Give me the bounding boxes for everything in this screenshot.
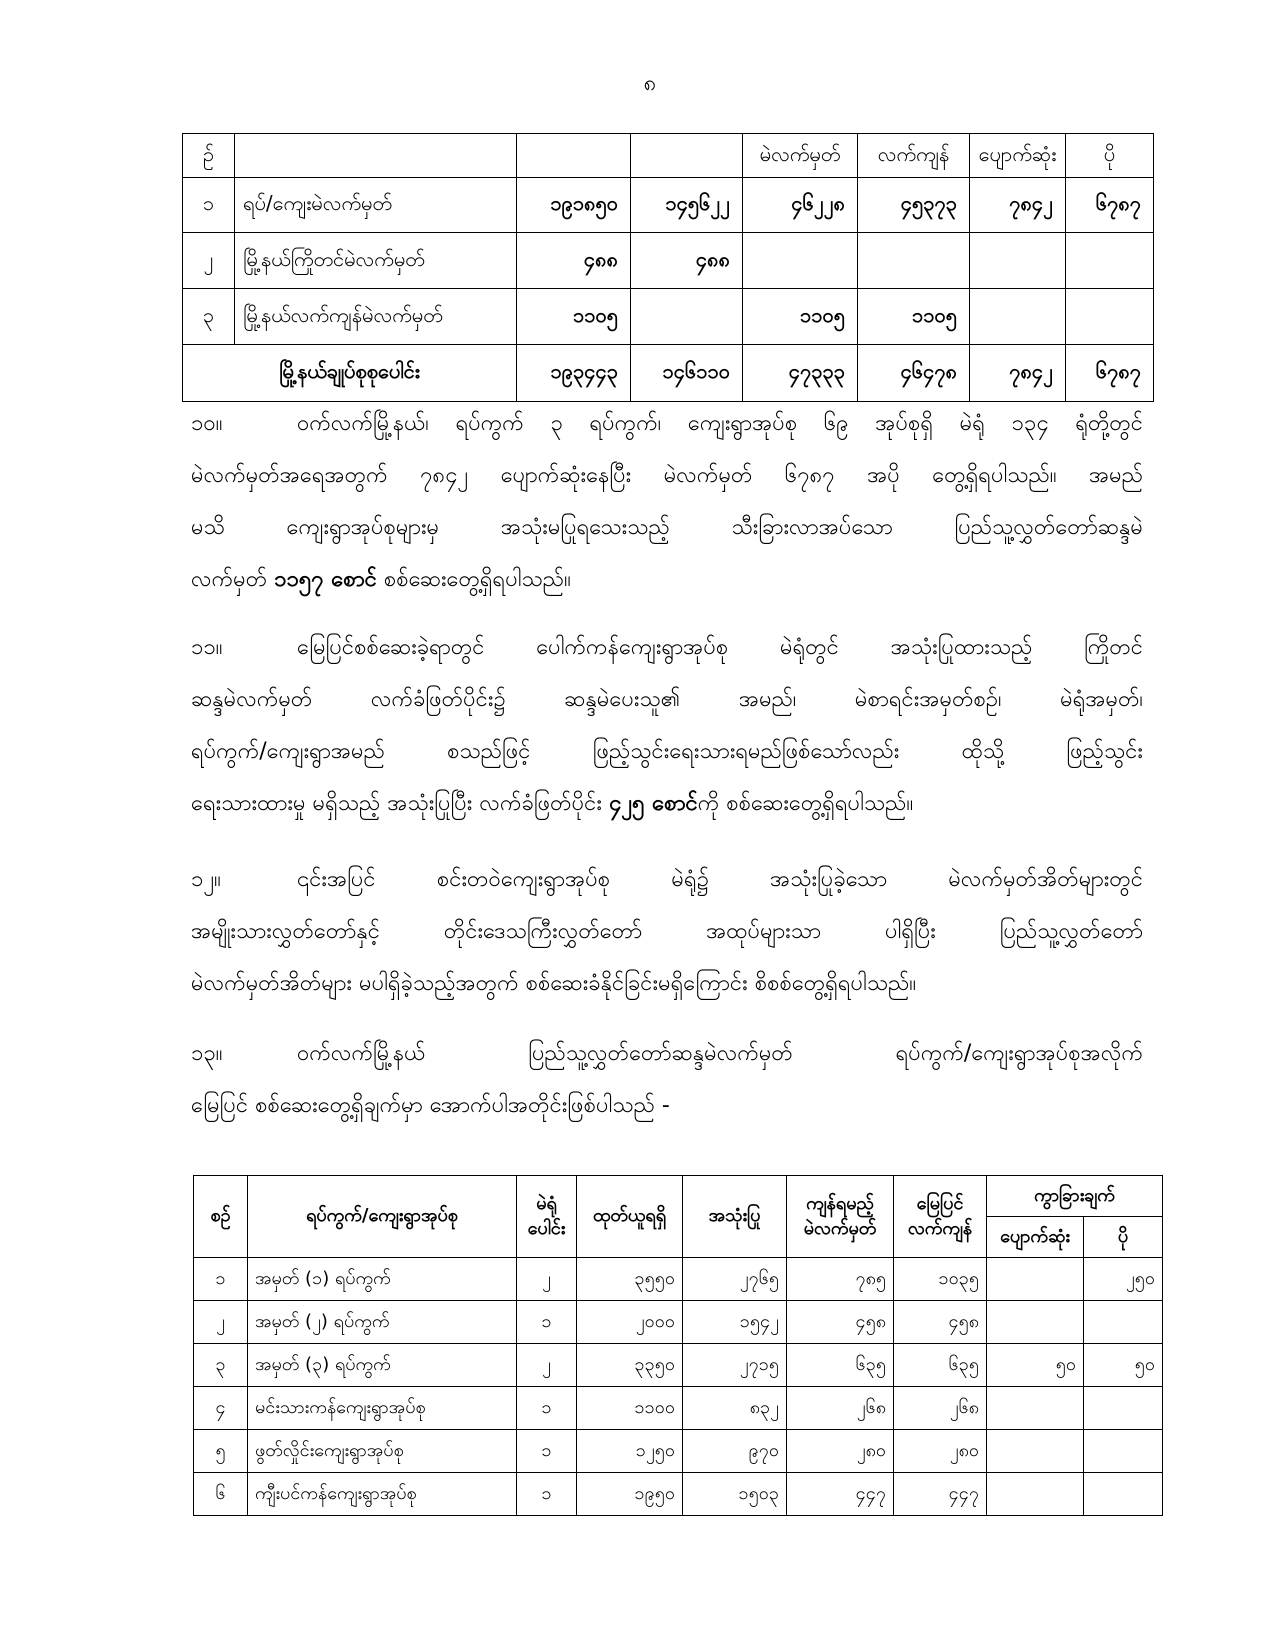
table2-ground-remaining-cell: ၁၀၃၅ <box>894 1258 987 1301</box>
bold-count: ၁၁၅၇ စောင် <box>274 567 377 592</box>
table1-row <box>183 178 1154 233</box>
paragraph-line-text: ကို စစ်ဆေးတွေ့ရှိရပါသည်။ <box>697 791 914 816</box>
table2-extra-cell <box>1084 1473 1163 1516</box>
table2-received-cell: ၂၀၀၀ <box>577 1301 683 1344</box>
table1-serial-cell: ၃ <box>183 289 235 345</box>
table1-ballots-remaining-cell <box>743 233 858 289</box>
paragraph-number: ၁၂။ <box>191 867 221 892</box>
table2-ward-village-tract-cell: အမှတ် (၃) ရပ်ကွက် <box>248 1344 517 1387</box>
header-received: ထုတ်ယူရရှိ <box>577 1176 683 1258</box>
table1-header-serial: ဉ် <box>183 134 235 178</box>
table1-header-extra: ပို <box>1066 134 1154 178</box>
paragraph-line <box>191 854 1143 906</box>
paragraph-11 <box>191 622 1143 830</box>
paragraph-line-text: ၎င်းအပြင် စင်းတဝဲကျေးရွာအုပ်စု မဲရုံ၌ အသုံးပြုခဲ့သော မဲလက်မှတ်အိတ်များတွင် <box>297 867 1143 892</box>
table2-serial-cell: ၂ <box>194 1301 248 1344</box>
table1-used-cell <box>631 289 743 345</box>
header-polling-stations: မဲရုံ ပေါင်း <box>517 1176 577 1258</box>
table2-ward-village-tract-cell: ဖွတ်လှိုင်းကျေးရွာအုပ်စု <box>248 1430 517 1473</box>
table1-total-used: ၁၄၆၁၁၀ <box>631 345 743 402</box>
header-serial: စဉ် <box>194 1176 248 1258</box>
table2-should-remain-cell: ၇၈၅ <box>787 1258 894 1301</box>
table2-should-remain-cell: ၂၈၀ <box>787 1430 894 1473</box>
table1-header-used <box>631 134 743 178</box>
table1-serial-cell: ၁ <box>183 178 235 233</box>
bold-count: ၄၂၅ စောင် <box>608 791 698 816</box>
table1-lost-cell <box>970 233 1066 289</box>
table1-ballot-type-cell: ရပ်/ကျေးမဲလက်မှတ် <box>235 178 517 233</box>
paragraph-line <box>191 398 1143 450</box>
table2-extra-cell <box>1084 1301 1163 1344</box>
table1-extra-cell <box>1066 233 1154 289</box>
table2-ground-remaining-cell: ၂၈၀ <box>894 1430 987 1473</box>
table2-should-remain-cell: ၂၆၈ <box>787 1387 894 1430</box>
header-extra: ပို <box>1084 1217 1163 1258</box>
table2-lost-cell <box>987 1473 1084 1516</box>
header-ward-village-tract: ရပ်ကွက်/ကျေးရွာအုပ်စု <box>248 1176 517 1258</box>
table1-ballots-remaining-cell: ၁၁၀၅ <box>743 289 858 345</box>
table2-should-remain-cell: ၄၅၈ <box>787 1301 894 1344</box>
table1-total-extra: ၆၇၈၇ <box>1066 345 1154 402</box>
paragraph-line <box>191 622 1143 674</box>
table1-used-cell: ၁၄၅၆၂၂ <box>631 178 743 233</box>
paragraph-line-text: ရေးသားထားမှု မရှိသည့် အသုံးပြုပြီး လက်ခံဖြတ်ပိုင်း <box>191 791 609 816</box>
paragraph-line-text: ဝက်လက်မြို့နယ် ပြည်သူ့လွှတ်တော်ဆန္ဒမဲလက်မှတ် ရပ်ကွက်/ကျေးရွာအုပ်စုအလိုက် <box>297 1041 1143 1066</box>
table1-used-cell: ၄၈၈ <box>631 233 743 289</box>
table2-lost-cell <box>987 1430 1084 1473</box>
header-lost: ပျောက်ဆုံး <box>987 1217 1084 1258</box>
header-used: အသုံးပြု <box>683 1176 787 1258</box>
table1-total-row <box>183 345 1154 402</box>
table2-lost-cell <box>987 1387 1084 1430</box>
header-difference: ကွာခြားချက် <box>987 1176 1163 1217</box>
table1-lost-cell <box>970 289 1066 345</box>
table2-polling-stations-cell: ၁ <box>517 1473 577 1516</box>
paragraph-line: ဆန္ဒမဲလက်မှတ် လက်ခံဖြတ်ပိုင်း၌ ဆန္ဒမဲပေးသူ၏ အမည်၊ မဲစာရင်းအမှတ်စဉ်၊ မဲရုံအမှတ်၊ <box>191 687 1143 712</box>
table1-extra-cell <box>1066 289 1154 345</box>
table2-serial-cell: ၅ <box>194 1430 248 1473</box>
table2-polling-stations-cell: ၂ <box>517 1344 577 1387</box>
table2-extra-cell <box>1084 1430 1163 1473</box>
table2-row <box>194 1344 1163 1387</box>
ward-village-tract-table <box>193 1175 1163 1516</box>
township-ballot-summary-table <box>182 133 1154 402</box>
table2-received-cell: ၃၃၅၀ <box>577 1344 683 1387</box>
table2-serial-cell: ၁ <box>194 1258 248 1301</box>
table2-serial-cell: ၃ <box>194 1344 248 1387</box>
table2-used-cell: ၁၅၄၂ <box>683 1301 787 1344</box>
table2-serial-cell: ၆ <box>194 1473 248 1516</box>
paragraph-line: ရပ်ကွက်/ကျေးရွာအမည် စသည်ဖြင့် ဖြည့်သွင်းရေးသားရမည်ဖြစ်သော်လည်း ထိုသို့ ဖြည့်သွင်း <box>191 739 1143 764</box>
table2-ground-remaining-cell: ၂၆၈ <box>894 1387 987 1430</box>
table2-row <box>194 1430 1163 1473</box>
table1-printed-cell: ၁၁၀၅ <box>517 289 631 345</box>
table1-header-actual-remaining: လက်ကျန် <box>858 134 970 178</box>
table1-total-printed: ၁၉၃၄၄၃ <box>517 345 631 402</box>
paragraph-line: မြေပြင် စစ်ဆေးတွေ့ရှိချက်မှာ အောက်ပါအတိုင်းဖြစ်ပါသည် - <box>191 1093 670 1118</box>
table2-ward-village-tract-cell: မင်းသားကန်ကျေးရွာအုပ်စု <box>248 1387 517 1430</box>
paragraph-line: မဲလက်မှတ်အရေအတွက် ၇၈၄၂ ပျောက်ဆုံးနေပြီး မဲလက်မှတ် ၆၇၈၇ အပို တွေ့ရှိရပါသည်။ အမည် <box>191 463 1143 488</box>
header-should-remain: ကျန်ရမည့် မဲလက်မှတ် <box>787 1176 894 1258</box>
table2-row <box>194 1301 1163 1344</box>
table1-total-lost: ၇၈၄၂ <box>970 345 1066 402</box>
page-number: ၈ <box>643 71 657 96</box>
table1-ballot-type-cell: မြို့နယ်လက်ကျန်မဲလက်မှတ် <box>235 289 517 345</box>
table1-total-label: မြို့နယ်ချုပ်စုစုပေါင်း <box>183 345 517 402</box>
paragraph-10 <box>191 398 1143 606</box>
table2-ground-remaining-cell: ၆၃၅ <box>894 1344 987 1387</box>
paragraph-number: ၁၀။ <box>191 411 223 436</box>
table2-used-cell: ၂၇၆၅ <box>683 1258 787 1301</box>
table1-extra-cell: ၆၇၈၇ <box>1066 178 1154 233</box>
table2-ground-remaining-cell: ၄၅၈ <box>894 1301 987 1344</box>
table2-received-cell: ၁၁၀၀ <box>577 1387 683 1430</box>
table2-row <box>194 1258 1163 1301</box>
table2-polling-stations-cell: ၁ <box>517 1301 577 1344</box>
paragraph-line-text: မြေပြင်စစ်ဆေးခဲ့ရာတွင် ပေါက်ကန်ကျေးရွာအုပ်စု မဲရုံတွင် အသုံးပြုထားသည့် ကြိုတင် <box>297 635 1143 660</box>
table2-serial-cell: ၄ <box>194 1387 248 1430</box>
paragraph-line: အမျိုးသားလွှတ်တော်နှင့် တိုင်းဒေသကြီးလွှတ်တော် အထုပ်များသာ ပါရှိပြီး ပြည်သူ့လွှတ်တော် <box>191 919 1143 944</box>
paragraph-line <box>191 1028 1143 1080</box>
table1-body <box>183 134 1154 402</box>
paragraph-line-text: ဝက်လက်မြို့နယ်၊ ရပ်ကွက် ၃ ရပ်ကွက်၊ ကျေးရွာအုပ်စု ၆၉ အုပ်စုရှိ မဲရုံ ၁၃၄ ရုံတို့တွင် <box>297 411 1143 436</box>
table1-header-printed <box>517 134 631 178</box>
table1-actual-remaining-cell: ၄၅၃၇၃ <box>858 178 970 233</box>
table1-row <box>183 289 1154 345</box>
table2-row <box>194 1473 1163 1516</box>
table2-received-cell: ၃၅၅၀ <box>577 1258 683 1301</box>
table2-used-cell: ၁၅၀၃ <box>683 1473 787 1516</box>
table2-extra-cell: ၂၅၀ <box>1084 1258 1163 1301</box>
table2-should-remain-cell: ၄၄၇ <box>787 1473 894 1516</box>
paragraph-12 <box>191 854 1143 1010</box>
table1-printed-cell: ၁၉၁၈၅၀ <box>517 178 631 233</box>
paragraph-line: မဲလက်မှတ်အိတ်များ မပါရှိခဲ့သည့်အတွက် စစ်ဆေးခံနိုင်ခြင်းမရှိကြောင်း စိစစ်တွေ့ရှိရပါသည်။ <box>191 971 917 996</box>
paragraph-line: မသိ ကျေးရွာအုပ်စုများမှ အသုံးမပြုရသေးသည့် သီးခြားလာအပ်သော ပြည်သူ့လွှတ်တော်ဆန္ဒမဲ <box>191 515 1143 540</box>
table2-extra-cell: ၅၀ <box>1084 1344 1163 1387</box>
table2-extra-cell <box>1084 1387 1163 1430</box>
paragraph-number: ၁၃။ <box>191 1041 223 1066</box>
table2-used-cell: ၂၇၁၅ <box>683 1344 787 1387</box>
table2-used-cell: ၉၇၀ <box>683 1430 787 1473</box>
table2-polling-stations-cell: ၁ <box>517 1387 577 1430</box>
paragraph-line-text: လက်မှတ် <box>191 567 275 592</box>
table2-header <box>194 1176 1163 1258</box>
table2-should-remain-cell: ၆၃၅ <box>787 1344 894 1387</box>
header-ground-remaining: မြေပြင် လက်ကျန် <box>894 1176 987 1258</box>
table2-lost-cell <box>987 1301 1084 1344</box>
table2-ground-remaining-cell: ၄၄၇ <box>894 1473 987 1516</box>
table2-ward-village-tract-cell: အမှတ် (၂) ရပ်ကွက် <box>248 1301 517 1344</box>
table2-ward-village-tract-cell: ကျီးပင်ကန်ကျေးရွာအုပ်စု <box>248 1473 517 1516</box>
table1-actual-remaining-cell: ၁၁၀၅ <box>858 289 970 345</box>
paragraph-line <box>191 554 1143 606</box>
table1-total-actual-remaining: ၄၆၄၇၈ <box>858 345 970 402</box>
paragraph-number: ၁၁။ <box>191 635 223 660</box>
paragraph-13 <box>191 1028 1143 1132</box>
table2-used-cell: ၈၃၂ <box>683 1387 787 1430</box>
table2-received-cell: ၁၂၅၀ <box>577 1430 683 1473</box>
table1-row <box>183 233 1154 289</box>
table2-lost-cell: ၅၀ <box>987 1344 1084 1387</box>
table2-header-row <box>194 1176 1163 1217</box>
table1-total-ballots-remaining: ၄၇၃၃၃ <box>743 345 858 402</box>
table1-printed-cell: ၄၈၈ <box>517 233 631 289</box>
table1-ballot-type-cell: မြို့နယ်ကြိုတင်မဲလက်မှတ် <box>235 233 517 289</box>
table2-ward-village-tract-cell: အမှတ် (၁) ရပ်ကွက် <box>248 1258 517 1301</box>
table1-serial-cell: ၂ <box>183 233 235 289</box>
table1-header-row <box>183 134 1154 178</box>
table2-body <box>194 1258 1163 1516</box>
table2-polling-stations-cell: ၁ <box>517 1430 577 1473</box>
table1-actual-remaining-cell <box>858 233 970 289</box>
paragraph-line <box>191 778 1143 830</box>
table1-header-ballot-type <box>235 134 517 178</box>
table1-header-ballots-remaining: မဲလက်မှတ် <box>743 134 858 178</box>
table2-row <box>194 1387 1163 1430</box>
table1-lost-cell: ၇၈၄၂ <box>970 178 1066 233</box>
table2-polling-stations-cell: ၂ <box>517 1258 577 1301</box>
table1-header-lost: ပျောက်ဆုံး <box>970 134 1066 178</box>
table1-ballots-remaining-cell: ၄၆၂၂၈ <box>743 178 858 233</box>
table2-lost-cell <box>987 1258 1084 1301</box>
table2-received-cell: ၁၉၅၀ <box>577 1473 683 1516</box>
paragraph-line-text: စစ်ဆေးတွေ့ရှိရပါသည်။ <box>376 567 571 592</box>
